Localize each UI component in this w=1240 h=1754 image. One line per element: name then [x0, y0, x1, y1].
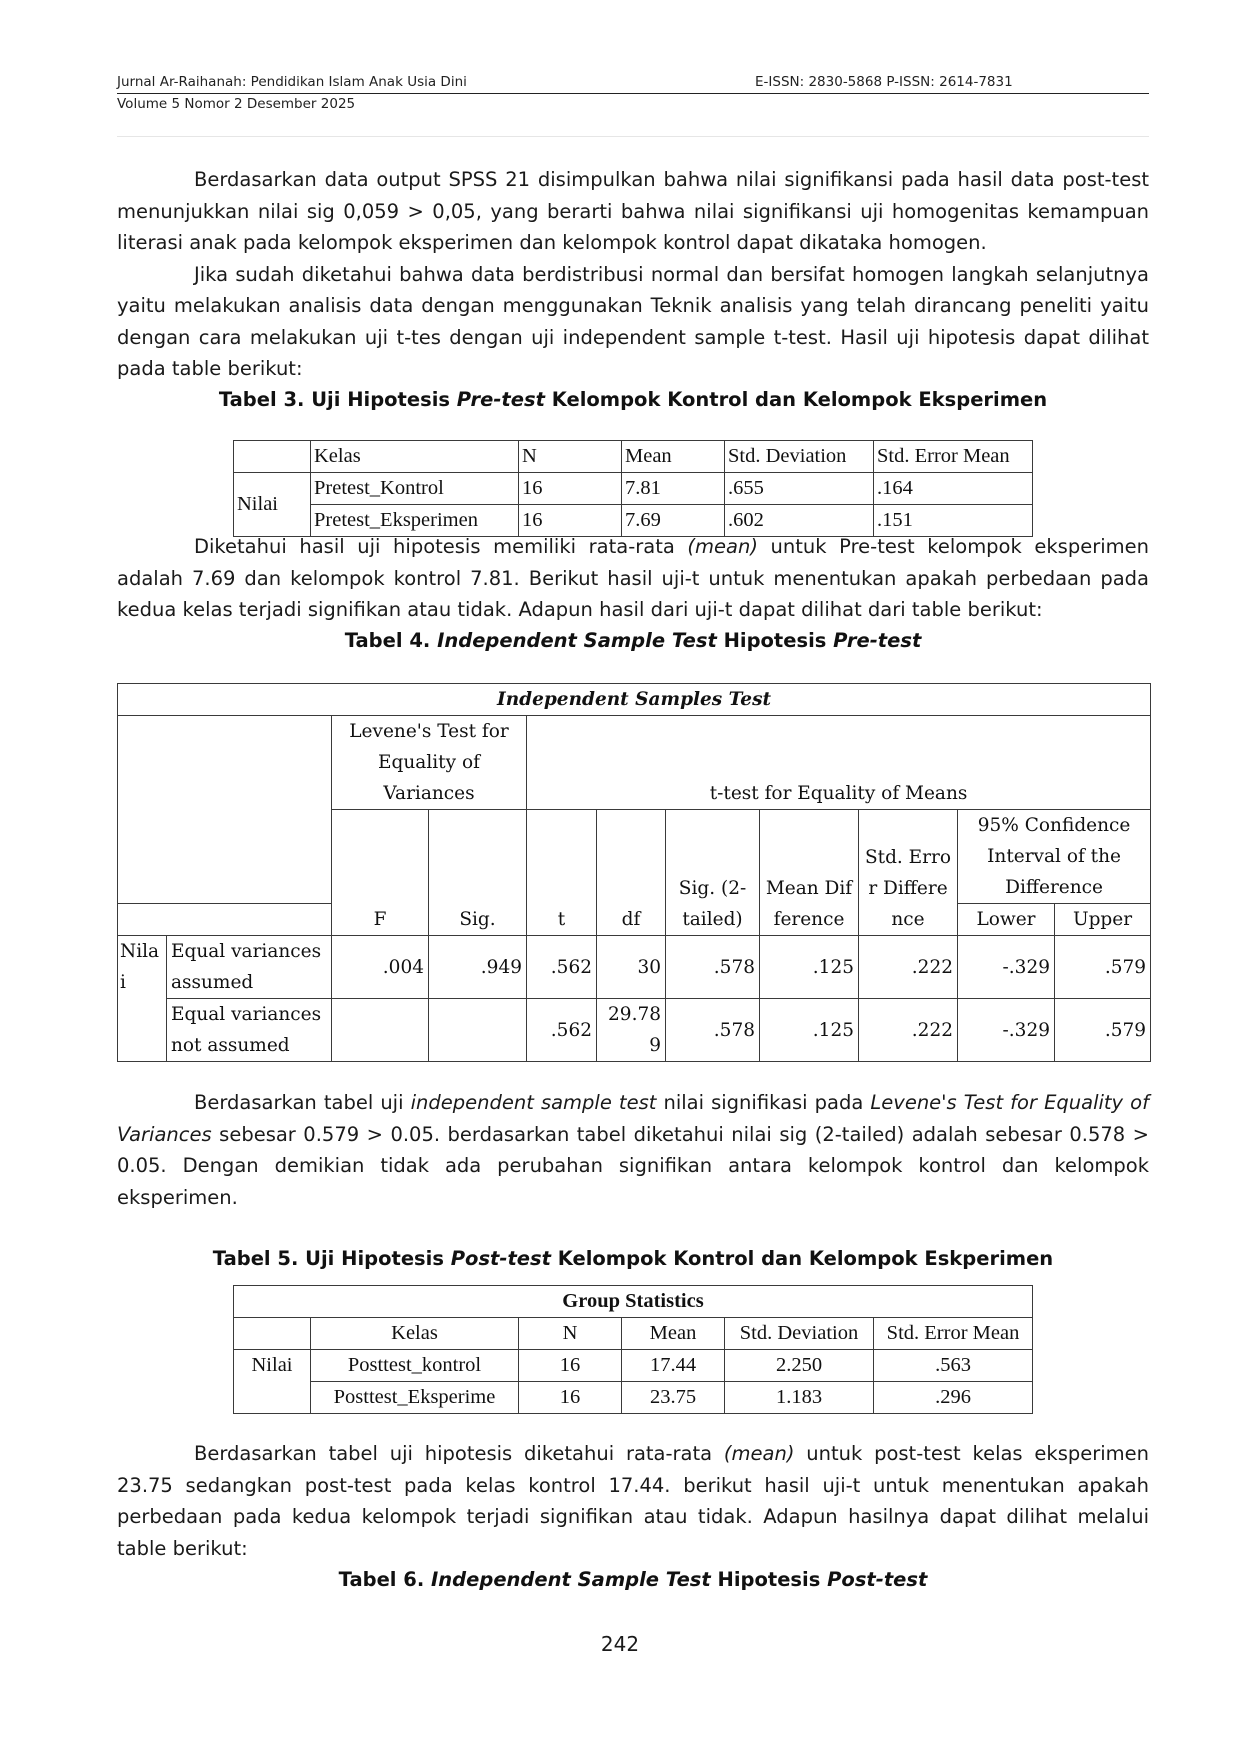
table-cell: .004 [332, 936, 429, 999]
issn-numbers: E-ISSN: 2830-5868 P-ISSN: 2614-7831 [755, 74, 1013, 90]
table-header-cell: Std. Error Mean [874, 441, 1033, 473]
table-cell: -.329 [958, 936, 1055, 999]
table-cell: .296 [874, 1382, 1033, 1414]
col-header-sig: Sig. [429, 810, 527, 936]
ttest-group-header: t-test for Equality of Means [527, 716, 1151, 810]
table-row [234, 473, 1033, 505]
intro-text [117, 164, 1149, 385]
table-cell [429, 999, 527, 1062]
table-header-cell: Std. Deviation [725, 1318, 874, 1350]
table-cell: 7.81 [622, 473, 725, 505]
table5-caption: Tabel 5. Uji Hipotesis Post-test Kelompok Kontrol dan Kelompok Eskperimen [212, 1247, 1054, 1270]
table-cell: .125 [760, 999, 859, 1062]
table-cell: .562 [527, 936, 597, 999]
table-cell: .563 [874, 1350, 1033, 1382]
table-header-cell: Std. Error Mean [874, 1318, 1033, 1350]
table-cell [234, 441, 311, 473]
table-cell: .562 [527, 999, 597, 1062]
table-title: Group Statistics [234, 1286, 1033, 1318]
table-row [234, 1382, 1033, 1414]
table3-caption: Tabel 3. Uji Hipotesis Pre-test Kelompok Kontrol dan Kelompok Eksperimen [218, 388, 1048, 411]
ci-group-header: 95% Confidence Interval of the Difference [958, 810, 1151, 904]
table-header-cell: N [519, 1318, 622, 1350]
table-cell: .655 [725, 473, 874, 505]
running-header [117, 74, 1149, 94]
row-label: Equal variances assumed [167, 936, 332, 999]
table-cell: .602 [725, 505, 874, 537]
table-cell: -.329 [958, 999, 1055, 1062]
table-cell [118, 904, 332, 936]
table-cell: 16 [519, 1350, 622, 1382]
col-header-f: F [332, 810, 429, 936]
row-group-label: Nilai [234, 1350, 311, 1414]
table-cell: 2.250 [725, 1350, 874, 1382]
table-header-row [234, 441, 1033, 473]
table-cell: 23.75 [622, 1382, 725, 1414]
col-header-mean-difference: Mean Difference [760, 810, 859, 936]
table-header-row [234, 1318, 1033, 1350]
table-cell: .579 [1055, 936, 1151, 999]
journal-title: Jurnal Ar-Raihanah: Pendidikan Islam Anak Usia Dini [117, 74, 467, 90]
col-header-sig-2-tailed: Sig. (2-tailed) [666, 810, 760, 936]
col-header-t: t [527, 810, 597, 936]
paragraph-2: Jika sudah diketahui bahwa data berdistribusi normal dan bersifat homogen langkah selanjutnya yaitu melakukan analisis data dengan menggunakan Teknik analisis yang telah dirancang peneliti yaitu dengan cara melakukan uji t-tes dengan uji independent sample t-test. Hasil uji hipotesis dapat dilihat pada table berikut: [117, 262, 1149, 380]
table-header-cell: Std. Deviation [725, 441, 874, 473]
table-cell: Pretest_Kontrol [311, 473, 519, 505]
table-cell: 17.44 [622, 1350, 725, 1382]
volume-line: Volume 5 Nomor 2 Desember 2025 [117, 96, 356, 112]
table-header-cell: Mean [622, 1318, 725, 1350]
table-cell: .222 [859, 999, 958, 1062]
table-cell [332, 999, 429, 1062]
levene-group-header: Levene's Test for Equality of Variances [332, 716, 527, 810]
table5-group-statistics [233, 1285, 1033, 1414]
col-header-df: df [597, 810, 666, 936]
table-cell: .222 [859, 936, 958, 999]
table-cell: .151 [874, 505, 1033, 537]
table4-caption: Tabel 4. Independent Sample Test Hipotesis Pre-test [344, 629, 922, 652]
table-cell: 1.183 [725, 1382, 874, 1414]
table4-independent-samples-test [117, 683, 1151, 1062]
col-header-upper: Upper [1055, 904, 1151, 936]
row-label: Equal variances not assumed [167, 999, 332, 1062]
table-cell: 16 [519, 473, 622, 505]
table-row [118, 999, 1151, 1062]
table-cell [234, 1318, 311, 1350]
table-cell: Posttest_Eksperime [311, 1382, 519, 1414]
paragraph-4: Berdasarkan tabel uji independent sample test nilai signifikasi pada Levene's Test for Equality of Variances sebesar 0.579 > 0.05. berdasarkan tabel diketahui nilai sig (2-tailed) adalah sebesar 0.578 > 0.05. Dengan demikian tidak ada perubahan signifikan antara kelompok kontrol dan kelompok eksperimen. [117, 1091, 1149, 1209]
table-cell: 16 [519, 505, 622, 537]
table-cell: .164 [874, 473, 1033, 505]
table-cell: 29.789 [597, 999, 666, 1062]
table-cell: .125 [760, 936, 859, 999]
table6-caption: Tabel 6. Independent Sample Test Hipotesis Post-test [338, 1568, 928, 1591]
table-header-cell: N [519, 441, 622, 473]
page-number: 242 [600, 1632, 640, 1656]
row-group-label: Nilai [118, 936, 167, 1062]
table-cell: 7.69 [622, 505, 725, 537]
table-cell: Posttest_kontrol [311, 1350, 519, 1382]
table-cell: Pretest_Eksperimen [311, 505, 519, 537]
table-cell: .578 [666, 936, 760, 999]
table-row [118, 936, 1151, 999]
table-cell: 30 [597, 936, 666, 999]
table3-pretest-stats [233, 440, 1033, 537]
paragraph-1: Berdasarkan data output SPSS 21 disimpulkan bahwa nilai signifikansi pada hasil data post-test menunjukkan nilai sig 0,059 > 0,05, yang berarti bahwa nilai signifikansi uji homogenitas kemampuan literasi anak pada kelompok eksperimen dan kelompok kontrol dapat dikataka homogen. [117, 168, 1149, 254]
table-title: Independent Samples Test [118, 684, 1151, 716]
col-header-lower: Lower [958, 904, 1055, 936]
table-cell [118, 716, 332, 904]
table-cell: .579 [1055, 999, 1151, 1062]
table-row [234, 1350, 1033, 1382]
col-header-std-error-difference: Std. Error Difference [859, 810, 958, 936]
table-cell: .949 [429, 936, 527, 999]
table-header-cell: Kelas [311, 1318, 519, 1350]
paragraph-5: Berdasarkan tabel uji hipotesis diketahui rata-rata (mean) untuk post-test kelas eksperimen 23.75 sedangkan post-test pada kelas kontrol 17.44. berikut hasil uji-t untuk menentukan apakah perbedaan pada kedua kelompok terjadi signifikan atau tidak. Adapun hasilnya dapat dilihat melalui table berikut: [117, 1442, 1150, 1560]
paragraph-3: Diketahui hasil uji hipotesis memiliki rata-rata (mean) untuk Pre-test kelompok eksperimen adalah 7.69 dan kelompok kontrol 7.81. Berikut hasil uji-t untuk menentukan apakah perbedaan pada kedua kelas terjadi signifikan atau tidak. Adapun hasil dari uji-t dapat dilihat dari table berikut: [117, 535, 1149, 621]
row-group-label: Nilai [234, 473, 311, 537]
header-divider [117, 136, 1149, 137]
table-header-cell: Kelas [311, 441, 519, 473]
table-header-cell: Mean [622, 441, 725, 473]
table-cell: 16 [519, 1382, 622, 1414]
table-cell: .578 [666, 999, 760, 1062]
